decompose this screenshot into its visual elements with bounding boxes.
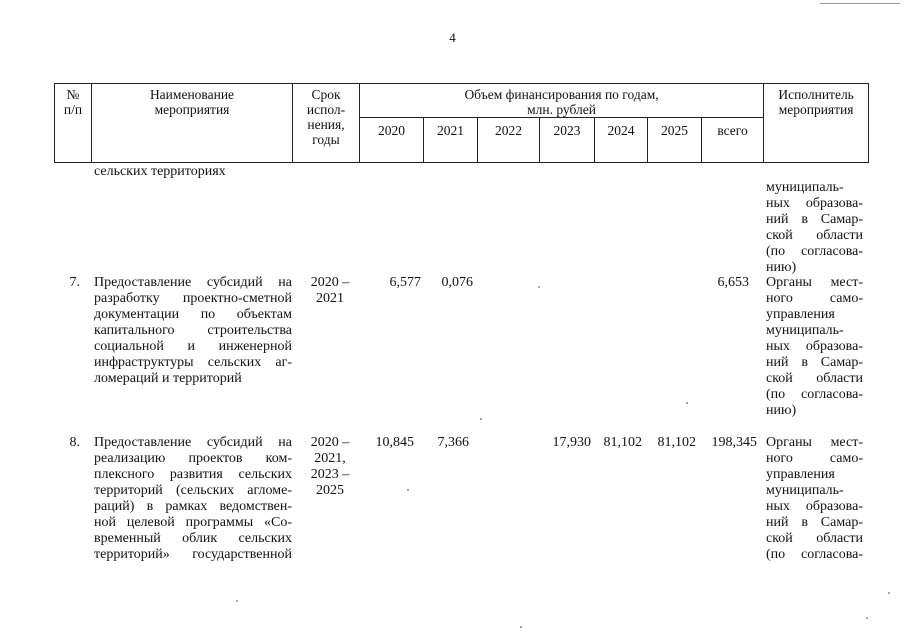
row-8-value-2024: 81,102 bbox=[603, 435, 642, 450]
name-line: капитального строительства bbox=[94, 323, 292, 338]
header-funding-line1: Объем финансирования по годам, bbox=[464, 87, 659, 102]
name-line: социальной и инженерной bbox=[94, 339, 292, 354]
term-line: 2020 – bbox=[310, 275, 350, 290]
scan-speck bbox=[480, 418, 482, 420]
row-8-value-2025: 81,102 bbox=[657, 435, 696, 450]
header-num-cell bbox=[55, 84, 92, 163]
executor-line: Органы мест- bbox=[766, 275, 863, 290]
executor-line: муниципаль- bbox=[766, 180, 844, 195]
row-7-num: 7. bbox=[69, 275, 80, 290]
header-executor-cell bbox=[764, 84, 869, 163]
executor-line: ных образова- bbox=[766, 339, 863, 354]
row-8-name bbox=[94, 435, 292, 563]
name-line: инфраструктуры сельских аг- bbox=[94, 355, 292, 370]
header-name-line2: мероприятия bbox=[154, 102, 230, 117]
executor-line: ской области bbox=[766, 371, 863, 386]
name-line: разработку проектно-сметной bbox=[94, 291, 292, 306]
header-num-line2: п/п bbox=[63, 102, 83, 117]
row-8-term bbox=[300, 435, 360, 499]
header-term-line: испол- bbox=[306, 102, 346, 117]
executor-line: ний в Самар- bbox=[766, 515, 863, 530]
executor-line: муниципаль- bbox=[766, 483, 844, 498]
name-line: территорий» государственной bbox=[94, 547, 292, 562]
executor-line: ного само- bbox=[766, 451, 863, 466]
header-funding-cell bbox=[360, 84, 764, 118]
row-8-executor bbox=[766, 435, 863, 563]
executor-line: муниципаль- bbox=[766, 323, 844, 338]
term-line: 2021, bbox=[314, 451, 346, 466]
executor-line: (по согласова- bbox=[766, 547, 863, 562]
header-year-2021: 2021 bbox=[424, 118, 478, 163]
name-line: плексного развития сельских bbox=[94, 467, 292, 482]
executor-line: ных образова- bbox=[766, 499, 863, 514]
name-line: раций) в рамках ведомствен- bbox=[94, 499, 292, 514]
header-num-line1: № bbox=[66, 87, 80, 102]
term-line: 2021 bbox=[316, 291, 344, 306]
name-line: территорий (сельских агломе- bbox=[94, 483, 292, 498]
continued-name-tail: сельских территориях bbox=[94, 164, 226, 179]
scan-edge-line bbox=[820, 3, 900, 4]
executor-line: ного само- bbox=[766, 291, 863, 306]
name-line: Предоставление субсидий на bbox=[94, 435, 292, 450]
name-line: временный облик сельских bbox=[94, 531, 292, 546]
executor-line: (по согласова- bbox=[766, 387, 863, 402]
header-term-cell bbox=[293, 84, 360, 163]
header-executor-line1: Исполнитель bbox=[778, 87, 854, 102]
header-term-line: Срок bbox=[311, 87, 341, 102]
row-8-value-2021: 7,366 bbox=[437, 435, 469, 450]
header-term-line: нения, bbox=[307, 117, 345, 132]
continued-executor-cell bbox=[766, 180, 863, 276]
header-year-2025: 2025 bbox=[648, 118, 702, 163]
scan-speck bbox=[866, 617, 868, 619]
executor-line: ний в Самар- bbox=[766, 212, 863, 227]
header-year-2020: 2020 bbox=[360, 118, 424, 163]
page-number: 4 bbox=[449, 30, 456, 45]
header-executor-line2: мероприятия bbox=[778, 102, 854, 117]
row-7-value-2021: 0,076 bbox=[441, 275, 473, 290]
executor-line: управления bbox=[766, 307, 835, 322]
executor-line: ской области bbox=[766, 228, 863, 243]
executor-line: нию) bbox=[766, 403, 797, 418]
term-line: 2025 bbox=[316, 483, 344, 498]
scan-speck bbox=[686, 402, 688, 404]
executor-line: управления bbox=[766, 467, 835, 482]
row-7-term bbox=[300, 275, 360, 307]
name-line: документации по объектам bbox=[94, 307, 292, 322]
header-name-cell bbox=[92, 84, 293, 163]
row-7-value-2020: 6,577 bbox=[389, 275, 421, 290]
row-8-value-total: 198,345 bbox=[711, 435, 757, 450]
header-name-line1: Наименование bbox=[149, 87, 235, 102]
row-8-value-2020: 10,845 bbox=[375, 435, 414, 450]
header-funding-line2: млн. рублей bbox=[527, 102, 596, 117]
row-7-executor bbox=[766, 275, 863, 419]
row-7-name bbox=[94, 275, 292, 387]
scan-speck bbox=[407, 489, 409, 491]
executor-line: ской области bbox=[766, 531, 863, 546]
header-year-total: всего bbox=[702, 118, 764, 163]
term-line: 2020 – bbox=[310, 435, 350, 450]
executor-line: ний в Самар- bbox=[766, 355, 863, 370]
table-header bbox=[54, 83, 869, 163]
row-8-num: 8. bbox=[69, 435, 80, 450]
term-line: 2023 – bbox=[310, 467, 350, 482]
scan-speck bbox=[520, 626, 522, 628]
executor-line: Органы мест- bbox=[766, 435, 863, 450]
executor-line: ных образова- bbox=[766, 196, 863, 211]
name-line: Предоставление субсидий на bbox=[94, 275, 292, 290]
scan-speck bbox=[538, 286, 540, 288]
row-7-value-total: 6,653 bbox=[717, 275, 749, 290]
header-year-2023: 2023 bbox=[540, 118, 595, 163]
header-year-2024: 2024 bbox=[595, 118, 648, 163]
name-line: реализацию проектов ком- bbox=[94, 451, 292, 466]
scan-speck bbox=[236, 600, 238, 602]
header-term-line: годы bbox=[312, 132, 340, 147]
scan-speck bbox=[888, 592, 890, 594]
name-line: ломераций и территорий bbox=[94, 371, 242, 386]
executor-line: (по согласова- bbox=[766, 244, 863, 259]
name-line: ной целевой программы «Со- bbox=[94, 515, 292, 530]
row-8-value-2023: 17,930 bbox=[552, 435, 591, 450]
executor-line: нию) bbox=[766, 260, 797, 275]
header-year-2022: 2022 bbox=[478, 118, 540, 163]
